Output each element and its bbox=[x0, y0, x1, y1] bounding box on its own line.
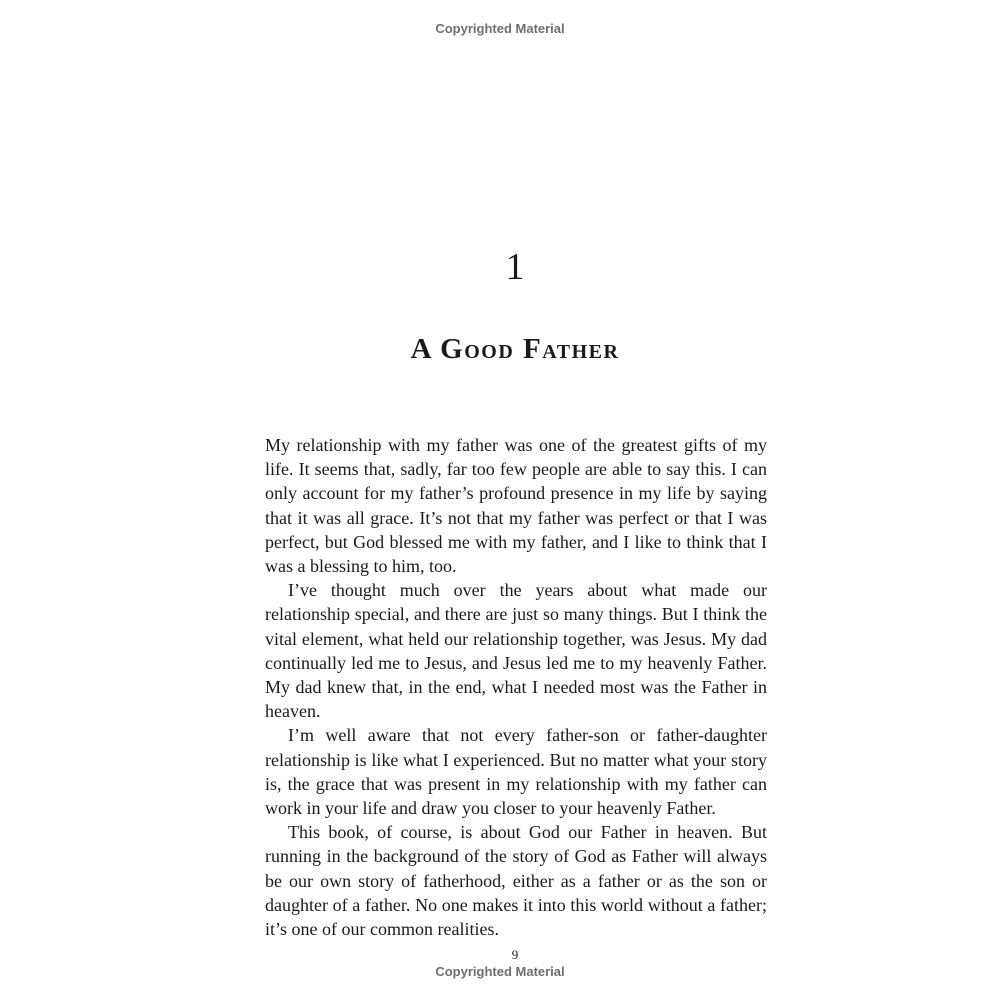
copyright-watermark-bottom: Copyrighted Material bbox=[435, 964, 565, 979]
chapter-number: 1 bbox=[505, 246, 525, 288]
paragraph-4: This book, of course, is about God our Father in heaven. But running in the background of the story of God as Father will always be our own story of fatherhood, either as a father or as the son or daughter of a father. No one makes it into this world without a father; it’s one of our common realities. bbox=[265, 822, 767, 940]
chapter-body bbox=[265, 433, 767, 941]
copyright-watermark-top: Copyrighted Material bbox=[435, 21, 565, 36]
chapter-title: A Good Father bbox=[410, 333, 620, 365]
paragraph-3: I’m well aware that not every father-son or father-daughter relationship is like what I experienced. But no matter what your story is, the grace that was present in my relationship with my father can work in your life and draw you closer to your heavenly Father. bbox=[265, 725, 767, 819]
page-number: 9 bbox=[511, 947, 519, 962]
paragraph-1: My relationship with my father was one of the greatest gifts of my life. It seems that, sadly, far too few people are able to say this. I can only account for my father’s profound presence in my life by saying that it was all grace. It’s not that my father was perfect or that I was perfect, but God blessed me with my father, and I like to think that I was a blessing to him, too. bbox=[265, 435, 767, 577]
paragraph-2: I’ve thought much over the years about what made our relationship special, and there are just so many things. But I think the vital element, what held our relationship together, was Jesus. My dad continually led me to Jesus, and Jesus led me to my heavenly Father. My dad knew that, in the end, what I needed most was the Father in heaven. bbox=[265, 580, 767, 722]
